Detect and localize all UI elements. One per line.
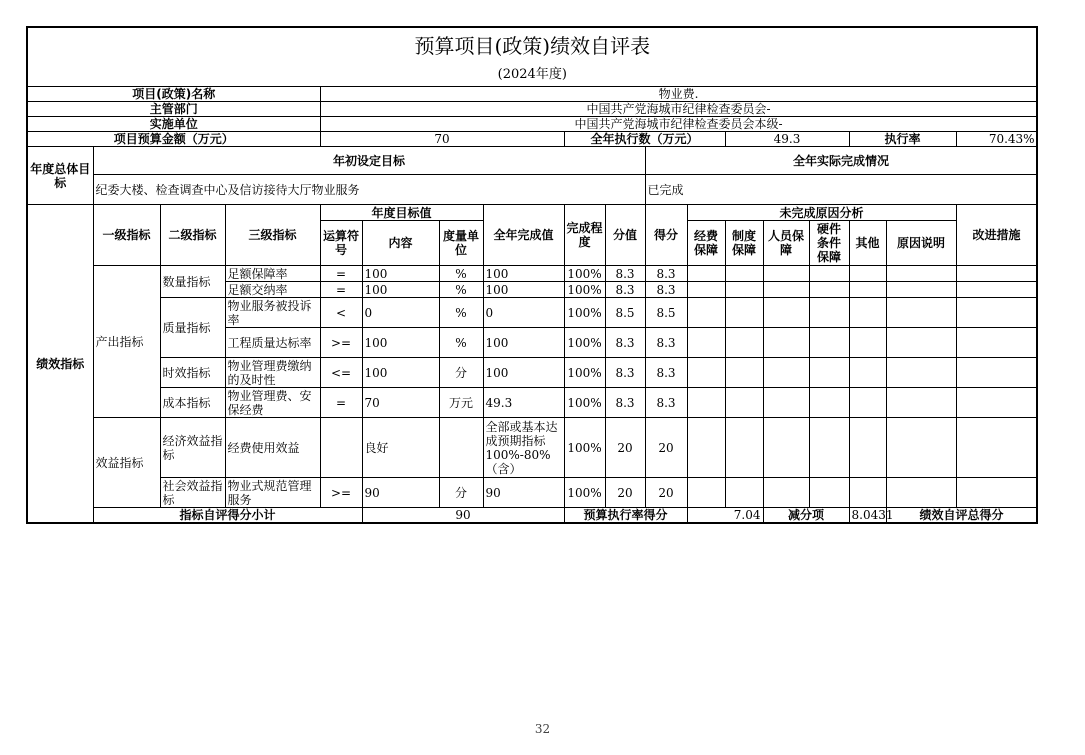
row-actual: 100 [483, 358, 564, 388]
row-score: 8.5 [645, 298, 687, 328]
row-actual: 49.3 [483, 388, 564, 418]
row-max: 20 [605, 418, 645, 478]
total-label: 绩效自评总得分 [886, 508, 1037, 524]
row-op: >= [320, 478, 362, 508]
budget-label: 项目预算金额（万元） [27, 132, 320, 147]
subtotal-label: 指标自评得分小计 [93, 508, 362, 524]
row-content: 100 [362, 358, 439, 388]
row-l3: 足额保障率 [225, 266, 320, 282]
row-content: 100 [362, 282, 439, 298]
row-score: 20 [645, 418, 687, 478]
row-score: 8.3 [645, 328, 687, 358]
rate-value: 70.43% [956, 132, 1037, 147]
header-score-max: 分值 [605, 205, 645, 266]
header-r4: 硬件条件保障 [809, 221, 849, 266]
row-unit: % [439, 282, 483, 298]
group-econ: 经济效益指标 [160, 418, 225, 478]
row-content: 0 [362, 298, 439, 328]
row-score: 8.3 [645, 282, 687, 298]
row-degree: 100% [564, 282, 605, 298]
budget-score-value: 7.04 [687, 508, 763, 524]
row-l3: 物业式规范管理服务 [225, 478, 320, 508]
page-subtitle: (2024年度) [27, 64, 1037, 87]
row-op: <= [320, 358, 362, 388]
row-degree: 100% [564, 418, 605, 478]
row-score: 8.3 [645, 266, 687, 282]
row-degree: 100% [564, 478, 605, 508]
header-content: 内容 [362, 221, 439, 266]
rate-label: 执行率 [849, 132, 956, 147]
header-improve: 改进措施 [956, 205, 1037, 266]
header-score: 得分 [645, 205, 687, 266]
unit-value: 中国共产党海城市纪律检查委员会本级- [320, 117, 1037, 132]
row-max: 8.3 [605, 328, 645, 358]
row-max: 20 [605, 478, 645, 508]
row-op: >= [320, 328, 362, 358]
row-score: 8.3 [645, 388, 687, 418]
row-actual: 100 [483, 266, 564, 282]
row-op [320, 418, 362, 478]
row-content: 良好 [362, 418, 439, 478]
row-content: 90 [362, 478, 439, 508]
row-l3: 物业管理费、安保经费 [225, 388, 320, 418]
dept-label: 主管部门 [27, 102, 320, 117]
evaluation-form [26, 26, 1036, 524]
header-degree: 完成程度 [564, 205, 605, 266]
row-l3: 工程质量达标率 [225, 328, 320, 358]
header-unit: 度量单位 [439, 221, 483, 266]
row-unit: % [439, 266, 483, 282]
row-unit: 分 [439, 358, 483, 388]
group-qty: 数量指标 [160, 266, 225, 298]
row-actual: 0 [483, 298, 564, 328]
header-l2: 二级指标 [160, 205, 225, 266]
row-unit: % [439, 298, 483, 328]
dept-value: 中国共产党海城市纪律检查委员会- [320, 102, 1037, 117]
goal-actual-text: 已完成 [645, 175, 1037, 205]
row-content: 70 [362, 388, 439, 418]
row-max: 8.3 [605, 266, 645, 282]
row-op: = [320, 282, 362, 298]
row-degree: 100% [564, 266, 605, 282]
row-degree: 100% [564, 358, 605, 388]
row-unit: % [439, 328, 483, 358]
row-score: 20 [645, 478, 687, 508]
group-cost: 成本指标 [160, 388, 225, 418]
exec-value: 49.3 [725, 132, 849, 147]
group-quality: 质量指标 [160, 298, 225, 358]
group-social: 社会效益指标 [160, 478, 225, 508]
row-unit [439, 418, 483, 478]
deduct-label: 减分项 [763, 508, 849, 524]
header-actual: 全年完成值 [483, 205, 564, 266]
group-time: 时效指标 [160, 358, 225, 388]
row-l3: 物业管理费缴纳的及时性 [225, 358, 320, 388]
row-op: < [320, 298, 362, 328]
header-l1: 一级指标 [93, 205, 160, 266]
header-r6: 原因说明 [886, 221, 956, 266]
row-degree: 100% [564, 388, 605, 418]
header-r3: 人员保障 [763, 221, 809, 266]
header-r2: 制度保障 [725, 221, 763, 266]
budget-score-label: 预算执行率得分 [564, 508, 687, 524]
perf-label: 绩效指标 [27, 205, 93, 524]
page-title: 预算项目(政策)绩效自评表 [27, 27, 1037, 64]
row-degree: 100% [564, 328, 605, 358]
row-actual: 全部或基本达成预期指标100%-80%（含） [483, 418, 564, 478]
project-name-label: 项目(政策)名称 [27, 87, 320, 102]
row-op: = [320, 266, 362, 282]
row-actual: 90 [483, 478, 564, 508]
page-number: 32 [534, 722, 551, 736]
group-benefit: 效益指标 [93, 418, 160, 508]
row-max: 8.3 [605, 358, 645, 388]
row-unit: 万元 [439, 388, 483, 418]
row-max: 8.3 [605, 282, 645, 298]
row-l3: 经费使用效益 [225, 418, 320, 478]
row-content: 100 [362, 266, 439, 282]
header-r5: 其他 [849, 221, 886, 266]
exec-label: 全年执行数（万元） [564, 132, 725, 147]
row-l3: 物业服务被投诉率 [225, 298, 320, 328]
header-r1: 经费保障 [687, 221, 725, 266]
row-max: 8.5 [605, 298, 645, 328]
row-actual: 100 [483, 282, 564, 298]
header-l3: 三级指标 [225, 205, 320, 266]
deduct-value: 8.0431 [849, 508, 886, 524]
row-score: 8.3 [645, 358, 687, 388]
project-name-value: 物业费. [320, 87, 1037, 102]
row-actual: 100 [483, 328, 564, 358]
row-op: = [320, 388, 362, 418]
goal-actual-header: 全年实际完成情况 [645, 147, 1037, 175]
row-content: 100 [362, 328, 439, 358]
subtotal-value: 90 [362, 508, 564, 524]
unit-label: 实施单位 [27, 117, 320, 132]
row-unit: 分 [439, 478, 483, 508]
budget-value: 70 [320, 132, 564, 147]
row-max: 8.3 [605, 388, 645, 418]
row-l3: 足额交纳率 [225, 282, 320, 298]
evaluation-table [26, 26, 1038, 524]
goal-set-header: 年初设定目标 [93, 147, 645, 175]
header-reason: 未完成原因分析 [687, 205, 956, 221]
header-target: 年度目标值 [320, 205, 483, 221]
goal-set-text: 纪委大楼、检查调查中心及信访接待大厅物业服务 [93, 175, 645, 205]
header-op: 运算符号 [320, 221, 362, 266]
goal-label: 年度总体目标 [27, 147, 93, 205]
group-output: 产出指标 [93, 266, 160, 418]
row-degree: 100% [564, 298, 605, 328]
